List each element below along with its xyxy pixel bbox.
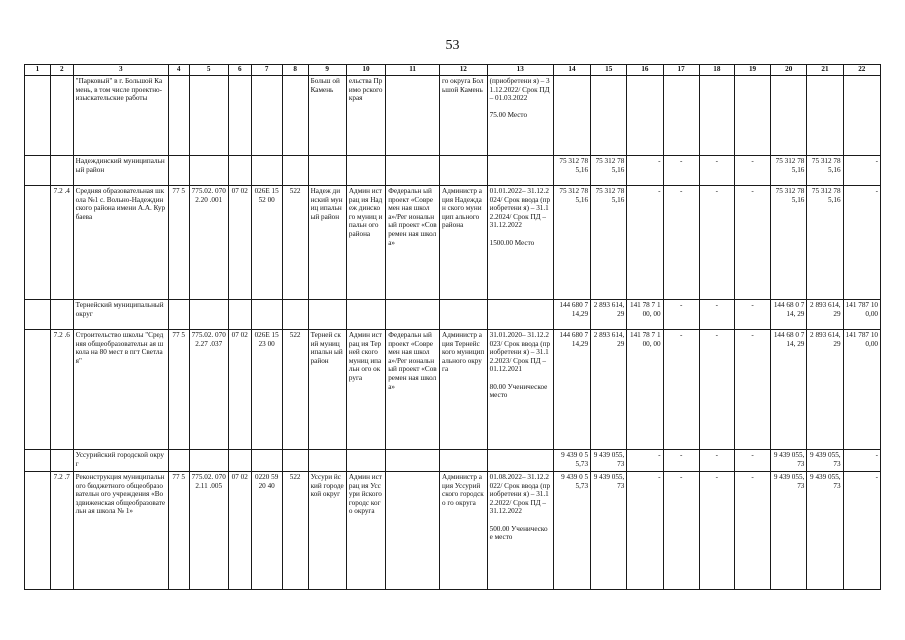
table-cell	[25, 76, 51, 156]
table-cell	[734, 76, 770, 156]
table-cell: Больш ой Камень	[308, 76, 346, 156]
table-cell: -	[699, 472, 734, 590]
table-cell: 77 5	[168, 472, 189, 590]
table-cell: -	[627, 156, 663, 186]
table-cell: 144 680 714,29	[553, 300, 590, 330]
table-cell	[251, 156, 282, 186]
table-cell: 75 312 785,16	[807, 156, 843, 186]
table-cell: Тернейский муниципальный округ	[73, 300, 168, 330]
table-cell	[487, 450, 553, 472]
column-header: 8	[282, 65, 308, 76]
table-cell	[308, 156, 346, 186]
table-cell: 9 439 0 55,73	[553, 472, 590, 590]
table-cell: 144 680 714,29	[553, 330, 590, 450]
table-cell: -	[627, 186, 663, 300]
table-cell	[440, 156, 488, 186]
table-cell: 9 439 055,73	[771, 472, 807, 590]
table-cell: 01.08.2022– 31.12.2022/ Срок ввода (приобретени я) – 31.12.2022/ Срок ПД – 31.12.2022 500.00 Ученическое место	[487, 472, 553, 590]
table-cell: Федеральн ый проект «Современ ная школа»/Рег иональный проект «Современ ная школа»	[386, 186, 440, 300]
table-row	[25, 186, 881, 300]
table-cell: -	[627, 472, 663, 590]
table-cell: Федеральн ый проект «Современ ная школа»/Рег иональный проект «Современ ная школа»	[386, 330, 440, 450]
table-cell: Средняя образовательная школа №1 с. Вольно-Надеждинского района имени А.А. Курбаева	[73, 186, 168, 300]
table-cell	[25, 330, 51, 450]
table-cell	[50, 76, 73, 156]
table-cell: 75 312 785,16	[807, 186, 843, 300]
table-row	[25, 330, 881, 450]
table-cell	[553, 76, 590, 156]
table-cell: 9 439 055,73	[591, 472, 627, 590]
table-cell: -	[699, 300, 734, 330]
table-cell: 75 312 785,16	[771, 156, 807, 186]
table-cell: -	[734, 186, 770, 300]
table-cell	[228, 156, 251, 186]
column-header: 17	[663, 65, 699, 76]
table-cell	[25, 156, 51, 186]
table-cell	[699, 76, 734, 156]
column-header: 9	[308, 65, 346, 76]
table-cell: Администр ация Тернейс кого муницип ального округа	[440, 330, 488, 450]
table-cell: 026E 1552 00	[251, 186, 282, 300]
table-cell	[282, 76, 308, 156]
table-cell: "Парковый" в г. Большой Камень, в том числе проектно-изыскательские работы	[73, 76, 168, 156]
table-cell: -	[699, 186, 734, 300]
table-cell: 141 787 100,00	[843, 330, 880, 450]
table-cell	[386, 76, 440, 156]
table-cell	[386, 300, 440, 330]
table-cell	[282, 450, 308, 472]
table-cell: 026E 1523 00	[251, 330, 282, 450]
table-cell: 01.01.2022– 31.12.2024/ Срок ввода (приобретени я) – 31.12.2024/ Срок ПД – 31.12.2022 1500.00 Место	[487, 186, 553, 300]
table-cell: -	[663, 472, 699, 590]
table-cell: 75 312 785,16	[591, 156, 627, 186]
column-header: 5	[189, 65, 228, 76]
table-cell	[771, 76, 807, 156]
table-cell	[282, 156, 308, 186]
table-cell	[591, 76, 627, 156]
table-cell: -	[843, 472, 880, 590]
column-header: 19	[734, 65, 770, 76]
column-header: 11	[386, 65, 440, 76]
column-header: 22	[843, 65, 880, 76]
table-cell: 144 68 0 714, 29	[771, 300, 807, 330]
table-cell	[168, 76, 189, 156]
table-cell	[386, 472, 440, 590]
table-cell	[189, 76, 228, 156]
table-cell: 31.01.2020– 31.12.2023/ Срок ввода (приобретени я) – 31.12.2023/ Срок ПД – 01.12.2021 80.00 Ученическое место	[487, 330, 553, 450]
table-cell	[228, 450, 251, 472]
table-cell: Реконструкция муниципального бюджетного общеобразовательн ого учреждения «Воздвиженская общеобразовательн ая школа № 1»	[73, 472, 168, 590]
column-header: 21	[807, 65, 843, 76]
table-cell: -	[699, 156, 734, 186]
table-cell: 522	[282, 472, 308, 590]
table-cell	[487, 156, 553, 186]
table-cell	[25, 450, 51, 472]
table-cell	[228, 300, 251, 330]
table-cell	[168, 450, 189, 472]
table-cell: 07 02	[228, 186, 251, 300]
table-cell: Администр ация Надеждан ского муницип ального района	[440, 186, 488, 300]
table-cell: -	[734, 300, 770, 330]
table-cell	[50, 300, 73, 330]
table-cell: 07 02	[228, 330, 251, 450]
table-cell: 77 5	[168, 330, 189, 450]
table-cell: 775.02. 0702.20 .001	[189, 186, 228, 300]
table-cell	[25, 472, 51, 590]
table-cell: -	[663, 156, 699, 186]
table-cell	[440, 300, 488, 330]
table-cell	[168, 300, 189, 330]
column-header: 1	[25, 65, 51, 76]
table-cell: 75 312 785,16	[591, 186, 627, 300]
table-cell: 2 893 614,29	[807, 330, 843, 450]
table-cell	[346, 156, 385, 186]
table-cell: го округа Большой Камень	[440, 76, 488, 156]
table-cell: 775.02. 0702.27 .037	[189, 330, 228, 450]
table-cell: Терней ский муниц ипальн ый район	[308, 330, 346, 450]
table-cell	[440, 450, 488, 472]
column-header: 10	[346, 65, 385, 76]
table-cell: -	[663, 300, 699, 330]
table-cell: Надеж динский муниц ипальн ый район	[308, 186, 346, 300]
table-cell	[487, 300, 553, 330]
table-cell: 7.2 .6	[50, 330, 73, 450]
column-header: 2	[50, 65, 73, 76]
table-cell	[807, 76, 843, 156]
table-cell: -	[663, 450, 699, 472]
table-cell	[843, 76, 880, 156]
table-cell: Админ истрац ия Надеж динско го муниц ипальн ого района	[346, 186, 385, 300]
table-cell: 7.2 .7	[50, 472, 73, 590]
table-cell	[346, 300, 385, 330]
table-cell: 775.02. 0702.11 .005	[189, 472, 228, 590]
column-header: 12	[440, 65, 488, 76]
table-cell	[50, 450, 73, 472]
column-header: 15	[591, 65, 627, 76]
table-cell: Админ истрац ия Уссури йского городс кого округа	[346, 472, 385, 590]
table-cell: 144 68 0 714, 29	[771, 330, 807, 450]
table-cell: (приобретени я) – 31.12.2022/ Срок ПД – 01.03.2022 75.00 Место	[487, 76, 553, 156]
column-header: 3	[73, 65, 168, 76]
table-cell: 141 78 7 100, 00	[627, 330, 663, 450]
table-cell: -	[699, 330, 734, 450]
table-cell: 2 893 614,29	[807, 300, 843, 330]
column-header: 7	[251, 65, 282, 76]
table-cell: Уссури йский городе кой округ	[308, 472, 346, 590]
table-cell	[308, 300, 346, 330]
table-cell: 9 439 055,73	[771, 450, 807, 472]
table-cell: 75 312 785,16	[771, 186, 807, 300]
table-cell: 522	[282, 186, 308, 300]
table-cell: 7.2 .4	[50, 186, 73, 300]
table-cell	[663, 76, 699, 156]
table-cell	[627, 76, 663, 156]
table-cell: 9 439 0 55,73	[553, 450, 590, 472]
column-header: 16	[627, 65, 663, 76]
table-cell	[386, 450, 440, 472]
table-row	[25, 156, 881, 186]
column-header: 13	[487, 65, 553, 76]
column-header: 18	[699, 65, 734, 76]
table-cell	[25, 186, 51, 300]
table-row	[25, 472, 881, 590]
column-header: 14	[553, 65, 590, 76]
table-cell	[168, 156, 189, 186]
table-cell: Строительство школы "Средняя общеобразовательн ая школа на 80 мест в пгт Светлая"	[73, 330, 168, 450]
table-cell: -	[734, 472, 770, 590]
table-cell: 9 439 055,73	[807, 450, 843, 472]
table-cell: -	[843, 450, 880, 472]
table-cell: 141 78 7 100, 00	[627, 300, 663, 330]
table-cell: -	[843, 186, 880, 300]
table-cell	[251, 300, 282, 330]
table-cell: 522	[282, 330, 308, 450]
table-cell	[189, 156, 228, 186]
table-row	[25, 76, 881, 156]
table-cell: 2 893 614,29	[591, 330, 627, 450]
table-cell	[251, 450, 282, 472]
table-cell: Уссурийский городской округ	[73, 450, 168, 472]
table-cell	[50, 156, 73, 186]
table-cell: 9 439 055,73	[591, 450, 627, 472]
column-header: 4	[168, 65, 189, 76]
table-cell	[282, 300, 308, 330]
table-cell: -	[627, 450, 663, 472]
table-cell: Админ истрац ия Терней ского муниц ипальн ого округа	[346, 330, 385, 450]
table-cell: 75 312 785,16	[553, 186, 590, 300]
column-header: 6	[228, 65, 251, 76]
table-cell: -	[843, 156, 880, 186]
table-cell	[189, 300, 228, 330]
table-cell	[251, 76, 282, 156]
table-cell: -	[734, 156, 770, 186]
table-cell: Администр ация Уссурий ского городско го округа	[440, 472, 488, 590]
table-cell	[308, 450, 346, 472]
table-cell: 9 439 055,73	[807, 472, 843, 590]
table-cell: -	[663, 186, 699, 300]
table-cell: 75 312 785,16	[553, 156, 590, 186]
table-cell	[25, 300, 51, 330]
table-cell: ельства Примо рского края	[346, 76, 385, 156]
table-cell	[189, 450, 228, 472]
table-cell: -	[734, 330, 770, 450]
table-header-row	[25, 65, 881, 76]
table-cell: 0220 5920 40	[251, 472, 282, 590]
budget-table	[24, 64, 881, 590]
table-cell	[386, 156, 440, 186]
table-cell: 2 893 614,29	[591, 300, 627, 330]
table-cell: -	[734, 450, 770, 472]
table-cell: 07 02	[228, 472, 251, 590]
table-cell: -	[663, 330, 699, 450]
table-cell: -	[699, 450, 734, 472]
table-row	[25, 450, 881, 472]
table-cell: 77 5	[168, 186, 189, 300]
table-row	[25, 300, 881, 330]
column-header: 20	[771, 65, 807, 76]
table-cell	[228, 76, 251, 156]
table-cell	[346, 450, 385, 472]
table-cell: Надеждинский муниципальный район	[73, 156, 168, 186]
page-number: 53	[445, 38, 460, 53]
table-cell: 141 787 100,00	[843, 300, 880, 330]
